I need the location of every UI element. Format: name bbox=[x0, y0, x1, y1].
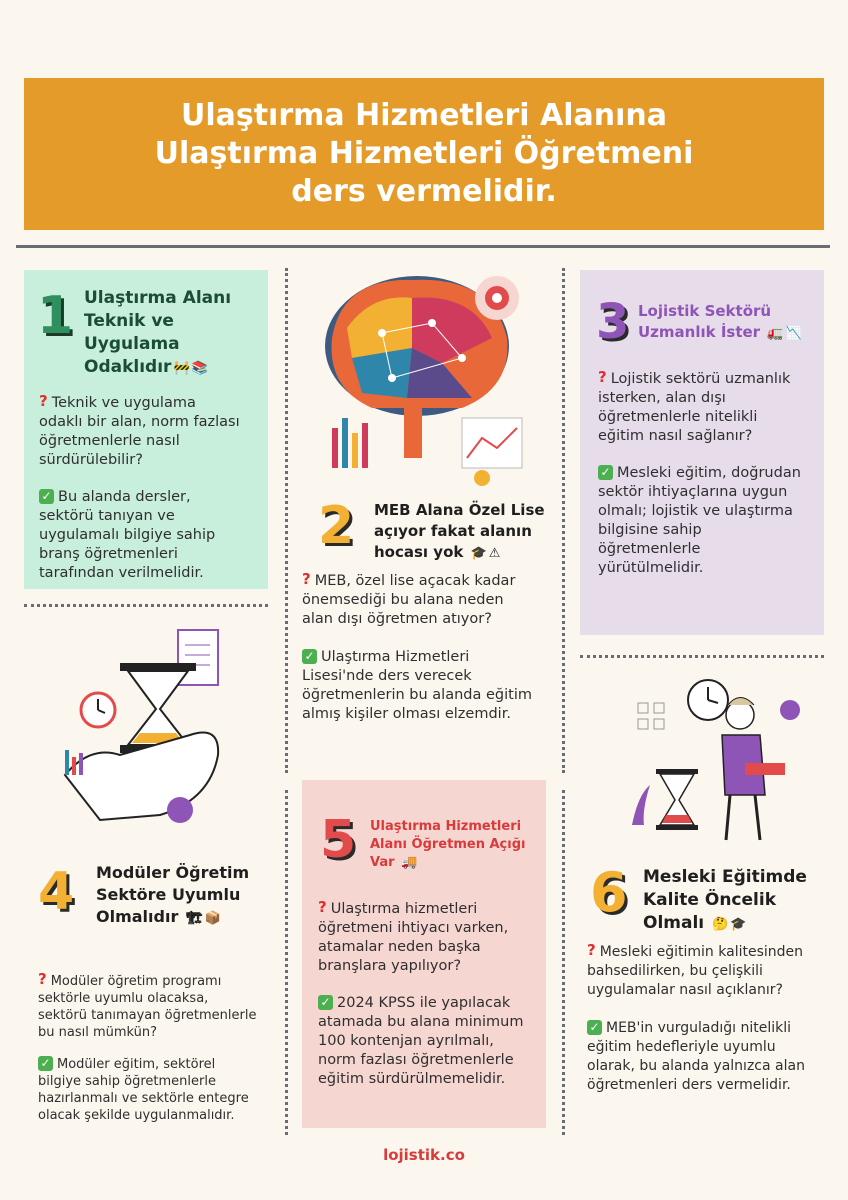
card-4-title: Modüler Öğretim Sektöre Uyumlu Olmalıdır 🏗 📦 bbox=[96, 862, 249, 930]
card-6-answer: ✓ MEB'in vurguladığı nitelikli eğitim hedefleriyle uyumlu olarak, bu alanda yalnızca alan öğretmenleri ders vermelidir. bbox=[587, 1020, 805, 1093]
card-2-title: MEB Alana Özel Lise açıyor fakat alanın hocası yok 🎓 ⚠ bbox=[374, 500, 545, 564]
card-3-question: ? Lojistik sektörü uzmanlık isterken, alan dışı öğretmenlerle nitelikli eğitim nasıl sağlanır? bbox=[598, 368, 791, 444]
graduation-cap-icon: 🎓 bbox=[730, 917, 747, 932]
truck-icon: 🚛 bbox=[767, 326, 784, 341]
graduation-cap-icon: 🎓 bbox=[470, 546, 487, 561]
card-3-answer: ✓ Mesleki eğitim, doğrudan sektör ihtiyaçlarına uygun olmalı; lojistik ve ulaştırma bilgisine sahip öğretmenlerle yürütülmelidir. bbox=[598, 465, 801, 576]
banner-line-2: Ulaştırma Hizmetleri Öğretmeni bbox=[154, 136, 694, 171]
check-icon: ✓ bbox=[39, 489, 54, 504]
card-1-title: Ulaştırma Alanı Teknik ve Uygulama Odaklıdır 🚧 📚 bbox=[84, 287, 231, 380]
check-icon: ✓ bbox=[302, 649, 317, 664]
check-icon: ✓ bbox=[318, 995, 333, 1010]
card-4-number: 4 bbox=[38, 862, 75, 922]
books-icon: 📚 bbox=[191, 361, 208, 376]
banner-line-1: Ulaştırma Hizmetleri Alanına bbox=[180, 98, 668, 133]
card-3-number: 3 bbox=[596, 294, 630, 350]
card-4-answer: ✓ Modüler eğitim, sektörel bilgiye sahip öğretmenlerle hazırlanmalı ve sektörle entegre olacak şekilde uygulanmalıdır. bbox=[38, 1056, 249, 1123]
column-divider-3 bbox=[562, 268, 565, 773]
check-icon: ✓ bbox=[598, 465, 613, 480]
question-icon: ? bbox=[38, 970, 47, 988]
construction-icon: 🚧 bbox=[173, 361, 190, 376]
warning-icon: ⚠ bbox=[488, 546, 501, 561]
banner-line-3: ders vermelidir. bbox=[291, 174, 557, 209]
card-6-title: Mesleki Eğitimde Kalite Öncelik Olmalı 🤔 🎓 bbox=[643, 866, 807, 936]
card-6-number: 6 bbox=[590, 861, 628, 924]
card-5-question: ? Ulaştırma hizmetleri öğretmeni ihtiyacı varken, atamalar neden başka branşlara yapılıyor? bbox=[318, 898, 509, 974]
truck-icon: 🚚 bbox=[401, 855, 418, 870]
card-3 bbox=[580, 270, 824, 635]
header-divider bbox=[16, 245, 830, 248]
footer-brand[interactable]: lojistik.co bbox=[383, 1146, 465, 1164]
question-icon: ? bbox=[318, 898, 327, 916]
time-management-illustration bbox=[630, 675, 820, 845]
hourglass-hand-illustration bbox=[60, 625, 230, 830]
question-icon: ? bbox=[587, 941, 596, 959]
card-5-answer: ✓ 2024 KPSS ile yapılacak atamada bu alana minimum 100 kontenjan ayrılmalı, norm fazlası öğretmenlerle eğitim sürdürülmemelidir. bbox=[318, 995, 524, 1087]
column-divider-2 bbox=[285, 790, 288, 1135]
column-divider-1 bbox=[285, 268, 288, 773]
chart-down-icon: 📉 bbox=[785, 326, 802, 341]
question-icon: ? bbox=[598, 368, 607, 386]
card-1-question: ? Teknik ve uygulama odaklı bir alan, norm fazlası öğretmenlerle nasıl sürdürülebilir? bbox=[39, 392, 240, 468]
card-5-title: Ulaştırma Hizmetleri Alanı Öğretmen Açığı Var 🚚 bbox=[370, 819, 526, 870]
package-icon: 📦 bbox=[204, 911, 221, 926]
card-6-question: ? Mesleki eğitimin kalitesinden bahsedilirken, bu çelişkili uygulamalar nasıl açıklanır? bbox=[587, 941, 804, 998]
card-3-title: Lojistik Sektörü Uzmanlık İster 🚛 📉 bbox=[638, 301, 802, 344]
card-2-question: ? MEB, özel lise açacak kadar önemsediği bu alana neden alan dışı öğretmen atıyor? bbox=[302, 570, 516, 627]
brain-illustration bbox=[312, 268, 538, 490]
card-1 bbox=[24, 270, 268, 589]
column-divider-4 bbox=[562, 790, 565, 1135]
thinking-icon: 🤔 bbox=[712, 917, 729, 932]
card-2-number: 2 bbox=[318, 496, 355, 556]
row-divider-right bbox=[580, 655, 824, 658]
question-icon: ? bbox=[302, 570, 311, 588]
check-icon: ✓ bbox=[38, 1056, 53, 1071]
card-5-number: 5 bbox=[320, 810, 357, 870]
crane-icon: 🏗 bbox=[185, 911, 203, 926]
card-2-answer: ✓ Ulaştırma Hizmetleri Lisesi'nde ders verecek öğretmenlerin bu alanda eğitim almış kişiler olması elzemdir. bbox=[302, 649, 532, 722]
card-4-question: ? Modüler öğretim programı sektörle uyumlu olacaksa, sektörü tanımayan öğretmenlerle bu nasıl mümkün? bbox=[38, 970, 257, 1040]
header-banner bbox=[24, 78, 824, 230]
row-divider-left bbox=[24, 604, 268, 607]
check-icon: ✓ bbox=[587, 1020, 602, 1035]
question-icon: ? bbox=[39, 392, 48, 410]
card-1-answer: ✓ Bu alanda dersler, sektörü tanıyan ve uygulamalı bilgiye sahip branş öğretmenleri tarafından verilmelidir. bbox=[39, 489, 216, 581]
card-5 bbox=[302, 780, 546, 1128]
card-1-number: 1 bbox=[37, 286, 74, 346]
